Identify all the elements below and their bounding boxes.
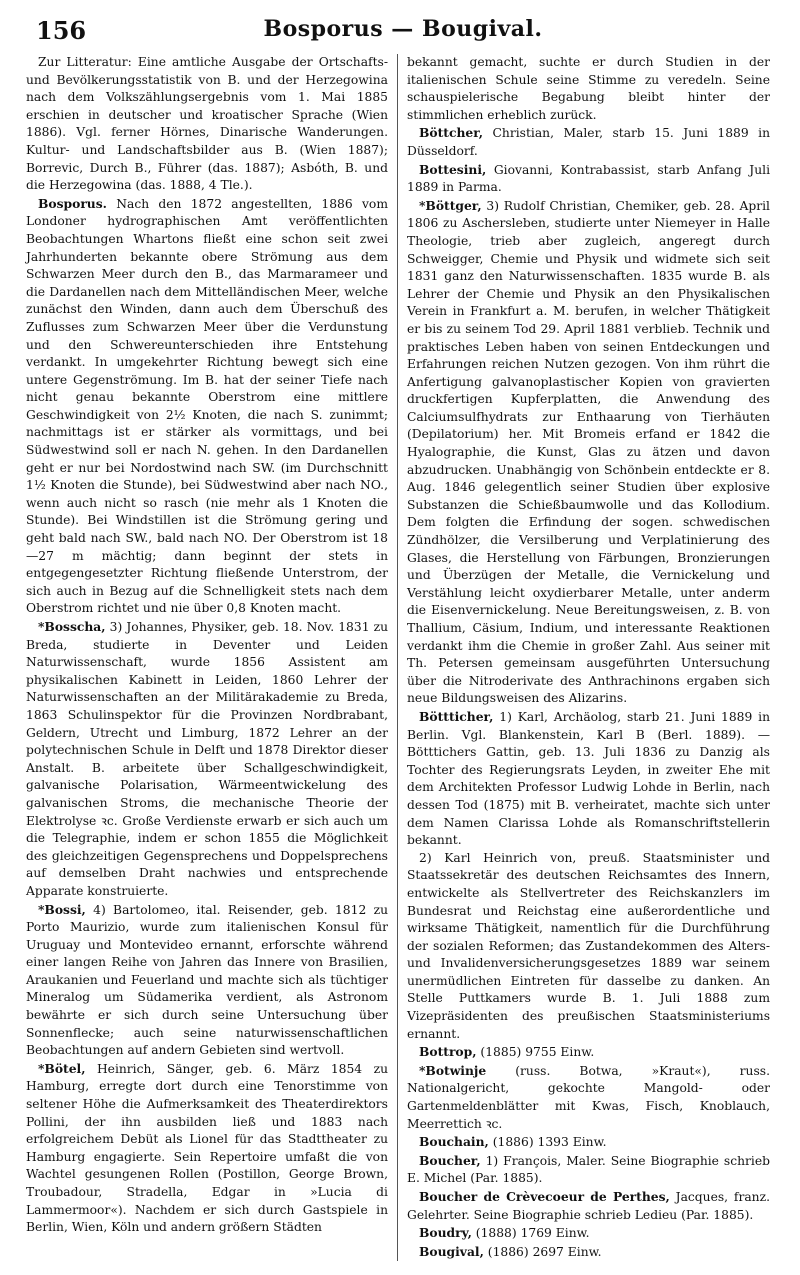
entry-text: (1888) 1769 Einw.	[471, 1226, 590, 1241]
entry	[407, 1062, 770, 1133]
entry-text: 2) Karl Heinrich von, preuß. Staatsminister und Staatssekretär des deutschen Reichsamtes des Innern, entwickelte als Stellvertreter des Reichskanzlers im Bundesrat und Reichstag eine außerordentliche und wirksame Thätigkeit, namentlich für die Durchführung der sozialen Reformen; das Zustandekommen des Alters- und Invalidenversicherungsgesetzes 1889 war seinem unermüdlichen Eintreten für dasselbe zu danken. An Stelle Puttkamers wurde B. 1. Juli 1888 zum Vizepräsidenten des preußischen Staatsministeriums ernannt.	[407, 850, 770, 1041]
entry-headword: Böttticher,	[419, 708, 494, 724]
entry-headword: Böttcher,	[419, 125, 484, 141]
entry-text: Jacques, franz. Gelehrter. Seine Biographie schrieb Ledieu (Par. 1885).	[407, 1190, 770, 1222]
entry-text: 3) Johannes, Physiker, geb. 18. Nov. 1831 zu Breda, studierte in Deventer und Leiden Naturwissenschaft, wurde 1856 Assistent am physikalischen Kabinett in Leiden, 1860 Lehrer der Naturwissenschaften an der Militärakademie zu Breda, 1863 Schulinspektor für die Provinzen Nordbrabant, Geldern, Utrecht und Limburg, 1872 Lehrer an der polytechnischen Schule in Delft und 1878 Direktor dieser Anstalt. B. arbeitete über Schallgeschwindigkeit, galvanische Polarisation, Wärmeentwickelung des galvanischen Stroms, die mechanische Theorie der Elektrolyse ꝛc. Große Verdienste erwarb er sich auch um die Telegraphie, indem er schon 1855 die Möglichkeit des gleichzeitigen Gegensprechens und Doppelsprechens auf demselben Draht nachwies und entsprechende Apparate konstruierte.	[26, 620, 388, 898]
left-column	[26, 54, 398, 1261]
entry-headword: *Bosscha,	[38, 619, 106, 634]
entry-text: 1) François, Maler. Seine Biographie schrieb E. Michel (Par. 1885).	[407, 1153, 770, 1186]
entry	[26, 195, 388, 618]
page-number: 156	[36, 16, 87, 45]
entry	[407, 1043, 770, 1062]
entry-headword: Bouchain,	[419, 1134, 489, 1150]
entry-headword: *Bötel,	[38, 1060, 86, 1076]
entry	[407, 1152, 770, 1188]
entry-text: Giovanni, Kontrabassist, starb Anfang Juli 1889 in Parma.	[407, 162, 770, 195]
entry	[407, 161, 770, 197]
entry-text: Heinrich, Sänger, geb. 6. März 1854 zu Hamburg, erregte dort durch eine Tenorstimme von seltener Höhe die Aufmerksamkeit des Theaterdirektors Pollini, der ihn ausbilden ließ und 1883 nach erfolgreichem Debüt als Lionel für das Stadttheater zu Hamburg engagierte. Sein Repertoire umfaßt die von Wachtel gesungenen Rollen (Postillon, George Brown, Troubadour, Stradella, Edgar in »Lucia di Lammermoor«). Nachdem er sich durch Gastspiele in Berlin, Wien, Köln und andern größern Städten	[26, 1061, 388, 1235]
entry-headword: *Böttger,	[419, 197, 482, 213]
entry	[26, 1060, 388, 1237]
entry-text: Nach den 1872 angestellten, 1886 vom Londoner hydrographischen Amt veröffentlichten Beobachtungen Whartons fließt eine schon seit zwei Jahrhunderten bekannte obere Strömung aus dem Schwarzen Meer durch den B., das Marmarameer und die Dardanellen nach dem Mittelländischen Meer, welche zunächst den Winden, dann auch dem Überschuß des Zuflusses zum Schwarzen Meer über die Verdunstung und den Schwereunterschieden ihre Entstehung verdankt. In umgekehrter Richtung bewegt sich eine untere Gegenströmung. Im B. hat der seiner Tiefe nach nicht genau bekannte Oberstrom eine mittlere Geschwindigkeit von 2½ Knoten, die nach S. zunimmt; nachmittags ist er stärker als vormittags, und bei Südwestwind soll er nach N. gehen. In den Dardanellen geht er nur bei Nordostwind nach SW. (im Durchschnitt 1½ Knoten die Stunde), bei Südwestwind aber nach NO., wenn auch nicht so rasch (nie mehr als 1 Knoten die Stunde). Bei Windstillen ist die Strömung gering und geht bald nach SW., bald nach NO. Der Oberstrom ist 18—27 m mächtig; dann beginnt der stets in entgegengesetzter Richtung fließende Unterstrom, der sich auch in Bezug auf die Schnelligkeit stets nach dem Oberstrom richtet und nie über 0,8 Knoten macht.	[26, 196, 388, 616]
entry	[407, 1224, 770, 1243]
entry	[407, 708, 770, 850]
entry-text: Zur Litteratur: Eine amtliche Ausgabe der Ortschafts- und Bevölkerungsstatistik von B. und der Herzegowina nach dem Volkszählungsergebnis vom 1. Mai 1885 erschien in deutscher und kroatischer Sprache (Wien 1886). Vgl. ferner Hörnes, Dinarische Wanderungen. Kultur- und Landschaftsbilder aus B. (Wien 1887); Borrevic, Durch B., Führer (das. 1887); Asbóth, B. und die Herzegowina (das. 1888, 4 Tle.).	[26, 55, 388, 193]
entry-text: (1886) 1393 Einw.	[488, 1135, 607, 1150]
entry-text: (russ. Botwa, »Kraut«), russ. Nationalgericht, gekochte Mangold- oder Gartenmeldenblätter mit Kwas, Fisch, Knoblauch, Meerrettich ꝛc.	[407, 1063, 770, 1131]
entry	[26, 901, 388, 1060]
entry	[26, 618, 388, 901]
page-header	[26, 12, 780, 48]
entry-headword: *Bossi,	[38, 901, 86, 917]
entry-text: Christian, Maler, starb 15. Juni 1889 in Düsseldorf.	[407, 126, 770, 158]
entry-text: 4) Bartolomeo, ital. Reisender, geb. 1812 zu Porto Maurizio, wurde zum italienischen Konsul für Uruguay und Montevideo ernannt, erforschte während einer langen Reihe von Jahren das Innere von Brasilien, Araukanien und Feuerland und machte sich als tüchtiger Mineralog um Südamerika verdient, als Astronom bewährte er sich durch seine Untersuchung über Sonnenflecke; auch seine naturwissenschaftlichen Beobachtungen auf andern Gebieten sind wertvoll.	[26, 902, 388, 1058]
entry-headword: Boucher,	[419, 1152, 481, 1168]
entry-headword: Bougival,	[419, 1243, 484, 1259]
running-head: Bosporus — Bougival.	[263, 16, 543, 42]
entry-headword: Boudry,	[419, 1225, 472, 1241]
entry-headword: Bosporus.	[38, 195, 107, 211]
entry-headword: *Botwinje	[419, 1062, 487, 1078]
entry-headword: Bottesini,	[419, 161, 487, 177]
entry	[407, 197, 770, 708]
entry-text: 1) Karl, Archäolog, starb 21. Juni 1889 in Berlin. Vgl. Blankenstein, Karl B (Berl. 1889). — Bötttichers Gattin, geb. 13. Juli 1836 zu Danzig als Tochter des Regierungsrats Leyden, in zweiter Ehe mit dem Architekten Professor Ludwig Lohde in Berlin, nach dessen Tod (1875) mit B. verheiratet, machte sich unter dem Namen Clarissa Lohde als Romanschriftstellerin bekannt.	[407, 709, 770, 848]
entry	[407, 850, 770, 1044]
entry-text: (1886) 2697 Einw.	[483, 1244, 602, 1259]
entry	[407, 54, 770, 124]
entry	[26, 54, 388, 195]
entry-text: bekannt gemacht, suchte er durch Studien in der italienischen Schule seine Stimme zu veredeln. Seine schauspielerische Begabung bleibt hinter der stimmlichen erheblich zurück.	[407, 55, 770, 122]
entry-headword: Bottrop,	[419, 1044, 477, 1060]
entry	[407, 1188, 770, 1224]
right-column	[398, 54, 770, 1261]
entry-headword: Boucher de Crèvecoeur de Perthes,	[419, 1189, 670, 1204]
entry-text: 3) Rudolf Christian, Chemiker, geb. 28. April 1806 zu Aschersleben, studierte unter Niemeyer in Halle Theologie, trieb aber zugleich, angeregt durch Schweigger, Chemie und Physik und widmete sich seit 1831 ganz den Naturwissenschaften. 1835 wurde B. als Lehrer der Chemie und Physik an den Physikalischen Verein in Frankfurt a. M. berufen, in welcher Thätigkeit er bis zu seinem Tod 29. April 1881 verblieb. Technik und praktisches Leben haben von seinen Entdeckungen und Erfahrungen reichen Nutzen gezogen. Von ihm rührt die Anfertigung galvanoplastischer Kopien von gravierten druckfertigen Kupferplatten, die Anwendung des Calciumsulfhydrats zur Enthaarung von Tierhäuten (Depilatorium) her. Mit Bromeis erfand er 1842 die Hyalographie, die Kunst, Glas zu ätzen und davon abzudrucken. Unabhängig von Schönbein entdeckte er 8. Aug. 1846 gelegentlich seiner Studien über explosive Substanzen die Schießbaumwolle und das Kollodium. Dem folgten die Erfindung der sogen. schwedischen Zündhölzer, die Versilberung und Verplatinierung des Glases, die Herstellung von Färbungen, Bronzierungen und Überzügen der Metalle, die Vernickelung und Verstählung leicht oxydierbarer Metalle, unter anderm die Eisenvernickelung. Neue Bereitungsweisen, z. B. von Thallium, Cäsium, Indium, und interessante Reaktionen verdankt ihm die Chemie in großer Zahl. Aus seiner mit Th. Petersen gemeinsam ausgeführten Untersuchung über die Nitroderivate des Anthrachinons ergaben sich neue Bildungsweisen des Alizarins.	[407, 198, 770, 706]
text-columns	[26, 54, 780, 1261]
entry	[407, 1133, 770, 1152]
entry	[407, 124, 770, 160]
entry-text: (1885) 9755 Einw.	[476, 1045, 595, 1060]
entry	[407, 1243, 770, 1262]
